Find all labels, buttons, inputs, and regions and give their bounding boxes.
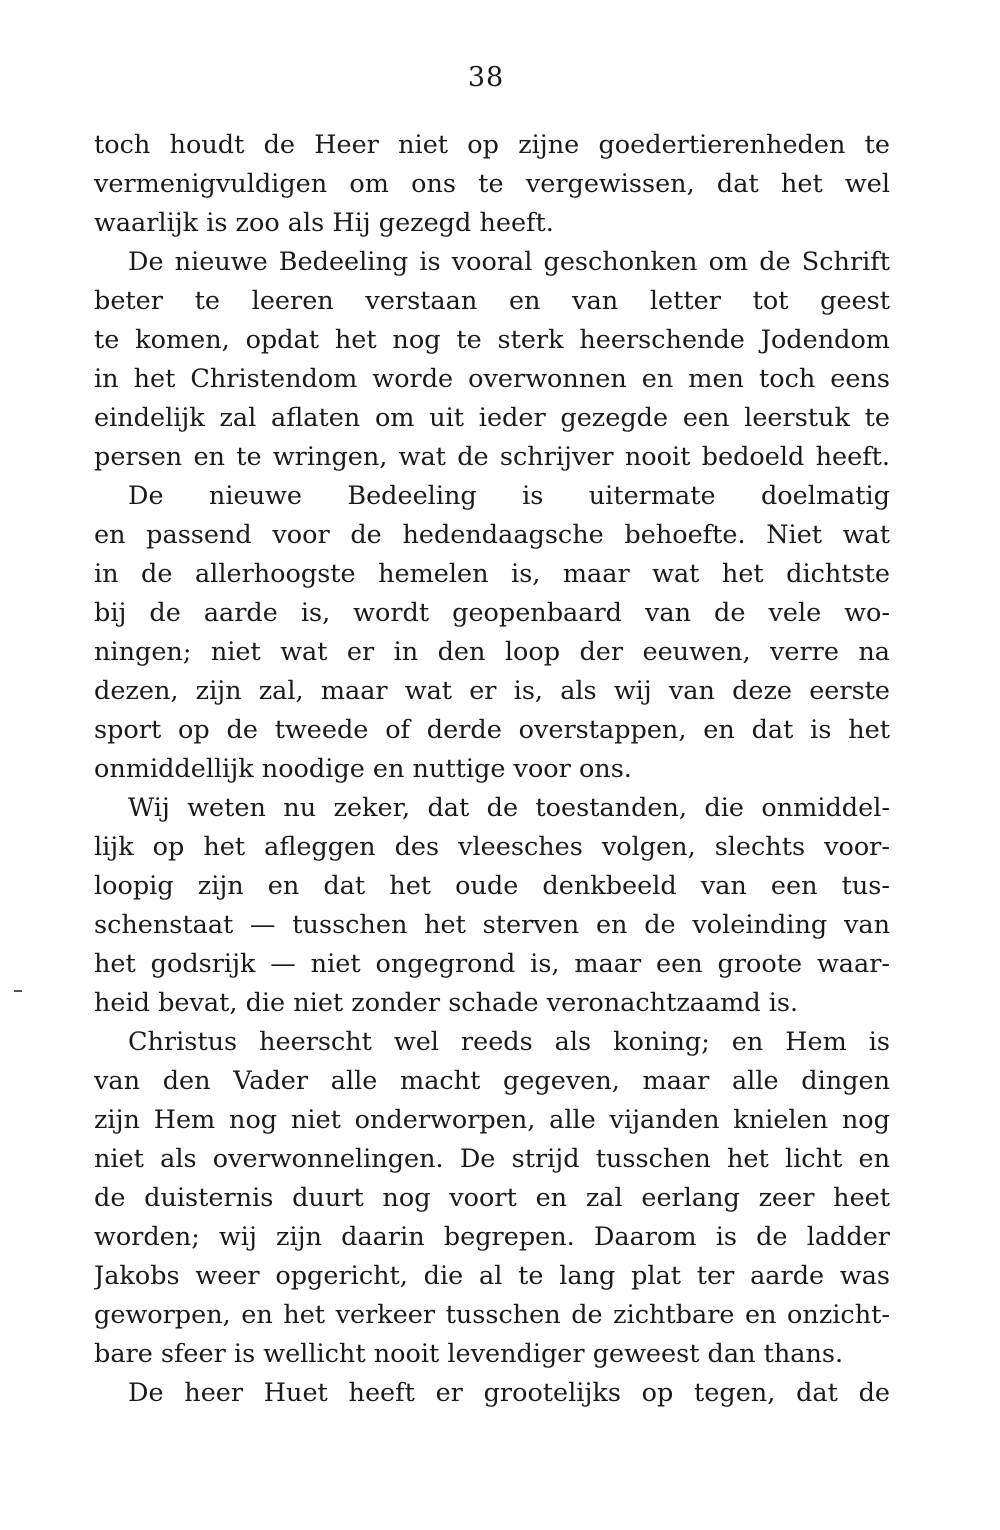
text-line: sport op de tweede of derde overstappen, en dat is het — [94, 715, 890, 745]
text-line: bare sfeer is wellicht nooit levendiger geweest dan thans. — [94, 1339, 844, 1369]
text-line: te komen, opdat het nog te sterk heerschende Jodendom — [94, 325, 890, 355]
text-line: het godsrijk — niet ongegrond is, maar een groote waar- — [94, 949, 890, 979]
text-line: de duisternis duurt nog voort en zal eerlang zeer heet — [94, 1183, 890, 1213]
text-line: De heer Huet heeft er grootelijks op tegen, dat de — [128, 1378, 890, 1408]
text-line: dezen, zijn zal, maar wat er is, als wij van deze eerste — [94, 676, 890, 706]
text-line: lijk op het afleggen des vleesches volgen, slechts voor- — [94, 832, 890, 862]
text-line: Christus heerscht wel reeds als koning; en Hem is — [128, 1027, 890, 1057]
text-line: loopig zijn en dat het oude denkbeeld van een tus- — [94, 871, 890, 901]
text-line: niet als overwonnelingen. De strijd tusschen het licht en — [94, 1144, 890, 1174]
text-line: ningen; niet wat er in den loop der eeuwen, verre na — [94, 637, 890, 667]
text-line: heid bevat, die niet zonder schade veronachtzaamd is. — [94, 988, 799, 1018]
text-line: waarlijk is zoo als Hij gezegd heeft. — [94, 208, 554, 238]
text-line: geworpen, en het verkeer tusschen de zichtbare en onzicht- — [94, 1300, 890, 1330]
text-line: Wij weten nu zeker, dat de toestanden, die onmiddel- — [128, 793, 890, 823]
text-line: zijn Hem nog niet onderworpen, alle vijanden knielen nog — [94, 1105, 890, 1135]
text-line: De nieuwe Bedeeling is uitermate doelmatig — [128, 481, 890, 511]
text-line: en passend voor de hedendaagsche behoefte. Niet wat — [94, 520, 890, 550]
text-line: bij de aarde is, wordt geopenbaard van de vele wo- — [94, 598, 890, 628]
text-line: beter te leeren verstaan en van letter tot geest — [94, 286, 890, 316]
page-number: 38 — [467, 62, 505, 93]
text-line: vermenigvuldigen om ons te vergewissen, dat het wel — [94, 169, 890, 199]
text-line: van den Vader alle macht gegeven, maar alle dingen — [94, 1066, 890, 1096]
text-line: Jakobs weer opgericht, die al te lang plat ter aarde was — [94, 1261, 890, 1291]
text-line: eindelijk zal aflaten om uit ieder gezegde een leerstuk te — [94, 403, 890, 433]
body-text — [94, 126, 890, 1413]
margin-mark — [14, 990, 22, 992]
text-line: De nieuwe Bedeeling is vooral geschonken om de Schrift — [128, 247, 890, 277]
text-line: toch houdt de Heer niet op zijne goedertierenheden te — [94, 130, 890, 160]
text-line: worden; wij zijn daarin begrepen. Daarom is de ladder — [94, 1222, 890, 1252]
text-line: onmiddellijk noodige en nuttige voor ons. — [94, 754, 632, 784]
text-line: schenstaat — tusschen het sterven en de voleinding van — [94, 910, 890, 940]
text-line: in de allerhoogste hemelen is, maar wat het dichtste — [94, 559, 890, 589]
text-line: in het Christendom worde overwonnen en men toch eens — [94, 364, 890, 394]
text-line: persen en te wringen, wat de schrijver nooit bedoeld heeft. — [94, 442, 890, 472]
